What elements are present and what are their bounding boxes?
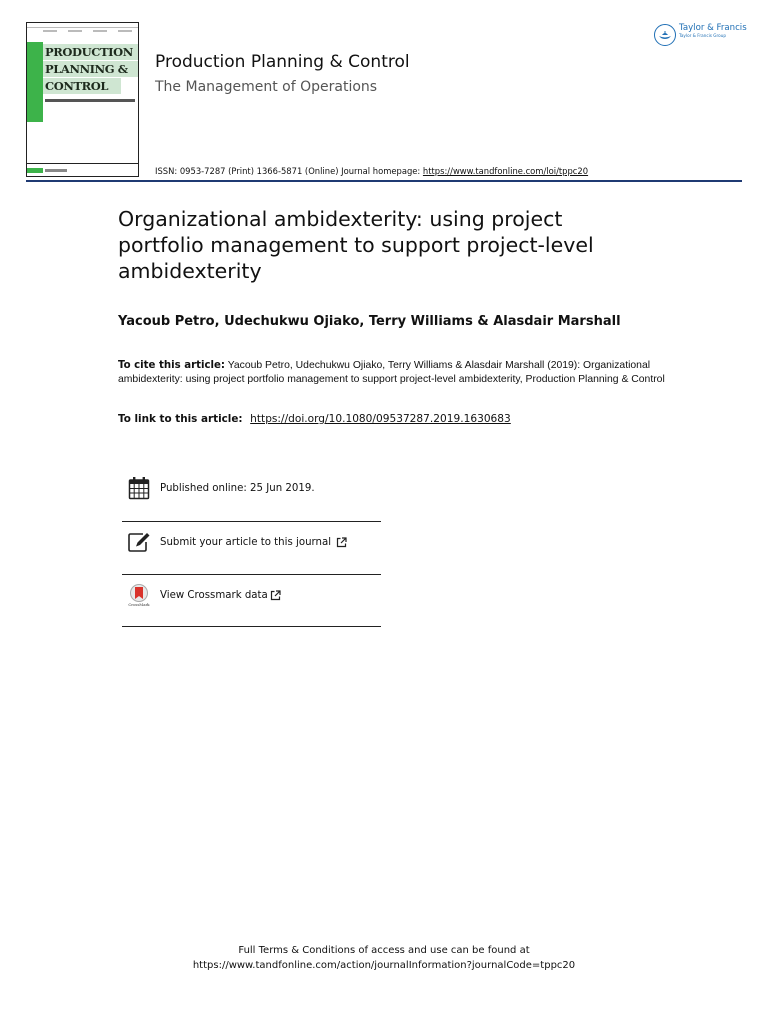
article-link-label: To link to this article: xyxy=(118,413,247,425)
cover-title-line-3: CONTROL xyxy=(43,78,121,94)
publisher-logo[interactable] xyxy=(654,23,747,46)
published-online-item xyxy=(128,476,315,500)
meta-divider xyxy=(122,626,381,627)
article-title xyxy=(118,206,678,284)
publisher-lamp-icon xyxy=(654,24,676,46)
article-authors: Yacoub Petro, Udechukwu Ojiako, Terry Williams & Alasdair Marshall xyxy=(118,314,621,329)
citation-label: To cite this article: xyxy=(118,360,225,371)
cover-green-strip xyxy=(27,42,43,122)
terms-footer-line: Full Terms & Conditions of access and use can be found at xyxy=(238,945,530,956)
cover-subtitle-line xyxy=(45,99,135,102)
crossmark-icon-label: CrossMark xyxy=(128,601,150,607)
calendar-icon xyxy=(128,476,150,500)
doi-link[interactable]: https://doi.org/10.1080/09537287.2019.1630683 xyxy=(250,413,511,425)
crossmark-icon xyxy=(128,583,150,607)
crossmark-text: View Crossmark data xyxy=(160,589,268,601)
issn-line xyxy=(155,166,588,176)
cover-publisher-mark xyxy=(45,169,67,172)
crossmark-link[interactable] xyxy=(128,583,281,607)
cover-bottom-rule xyxy=(27,163,138,164)
article-title-line: Organizational ambidexterity: using project xyxy=(118,207,563,231)
meta-divider xyxy=(122,574,381,575)
terms-footer xyxy=(0,943,768,973)
publisher-name: Taylor & Francis xyxy=(679,23,747,33)
journal-title[interactable]: Production Planning & Control xyxy=(155,52,410,72)
journal-subtitle: The Management of Operations xyxy=(155,79,378,95)
edit-pencil-icon xyxy=(128,530,150,554)
external-link-icon xyxy=(336,537,347,548)
published-online-text: Published online: 25 Jun 2019. xyxy=(160,482,315,494)
citation-text: Yacoub Petro, Udechukwu Ojiako, Terry Williams & Alasdair Marshall (2019): Organizational ambidexterity: using project portfolio management to support project-level ambidexterity, Production Planning & Control xyxy=(118,360,665,385)
article-title-line: portfolio management to support project-level xyxy=(118,233,594,257)
publisher-group: Taylor & Francis Group xyxy=(679,33,727,38)
external-link-icon xyxy=(270,590,281,601)
article-link-line xyxy=(118,413,511,425)
issn-text: ISSN: 0953-7287 (Print) 1366-5871 (Online) Journal homepage: xyxy=(155,166,423,176)
terms-footer-link[interactable]: https://www.tandfonline.com/action/journalInformation?journalCode=tppc20 xyxy=(192,960,576,971)
cover-top-meta xyxy=(43,28,132,34)
citation-block xyxy=(118,359,678,387)
article-title-line: ambidexterity xyxy=(118,259,262,283)
journal-homepage-link[interactable]: https://www.tandfonline.com/loi/tppc20 xyxy=(422,166,589,176)
cover-title-line-2: PLANNING & xyxy=(43,61,138,77)
header-divider xyxy=(26,180,742,182)
meta-divider xyxy=(122,521,381,522)
submit-article-text: Submit your article to this journal xyxy=(160,536,332,548)
cover-green-foot xyxy=(27,168,43,173)
submit-article-link[interactable] xyxy=(128,530,347,554)
cover-title-line-1: PRODUCTION xyxy=(43,44,138,60)
journal-cover-thumbnail xyxy=(26,22,139,177)
